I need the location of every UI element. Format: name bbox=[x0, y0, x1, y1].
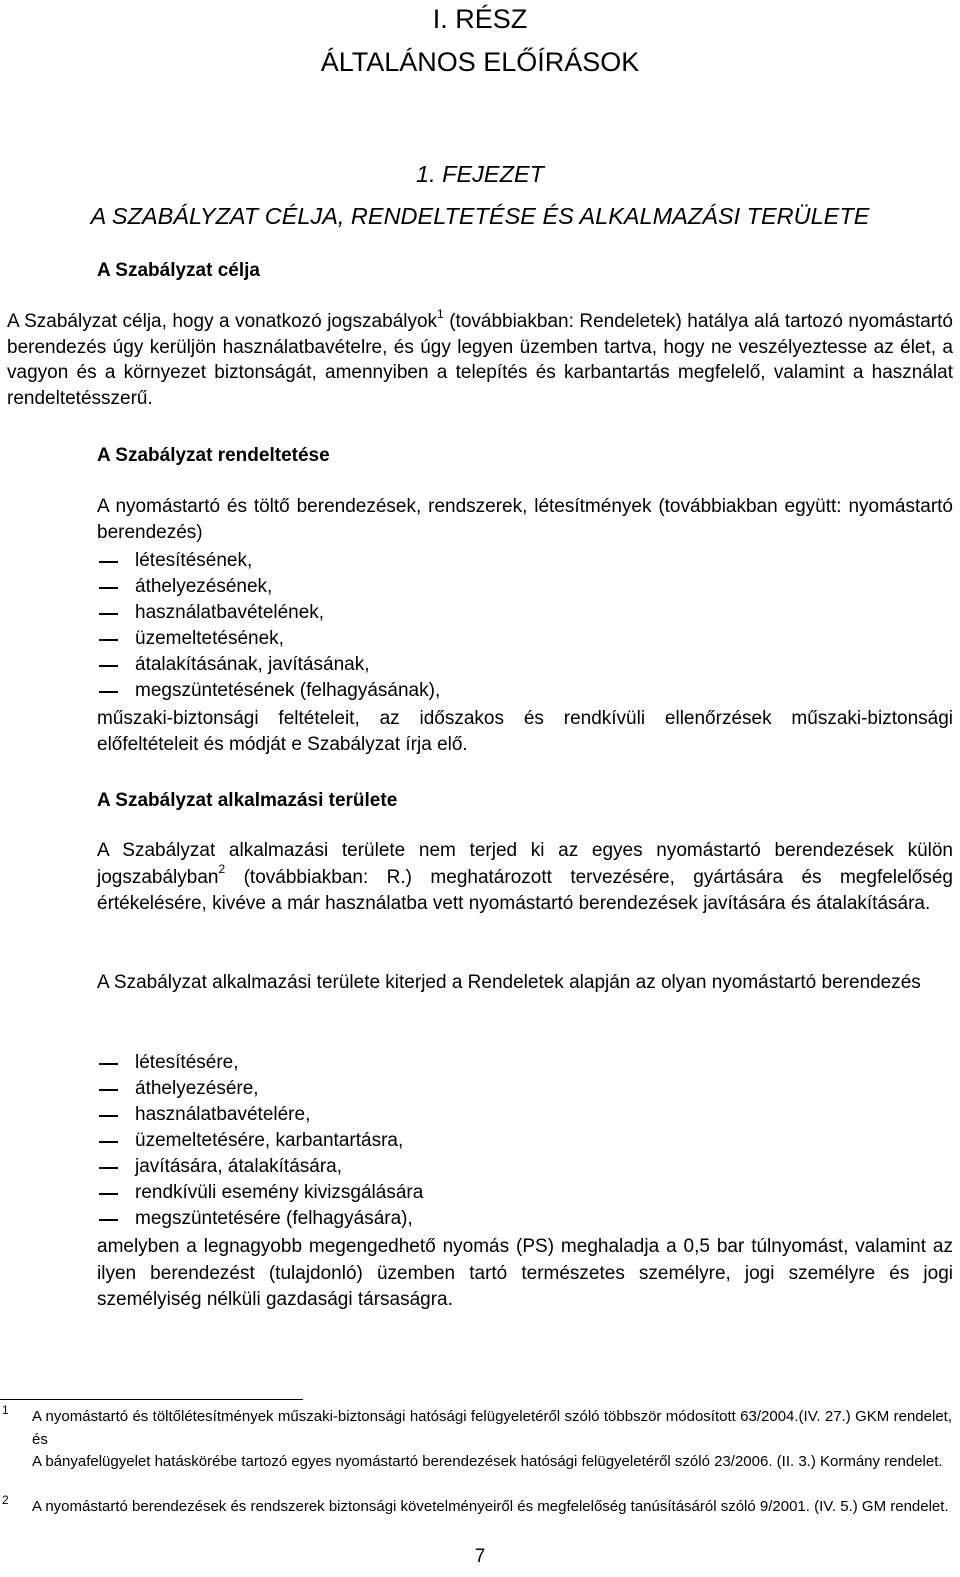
dash-marker bbox=[99, 691, 118, 693]
list-item: megszüntetésére (felhagyására), bbox=[97, 1206, 423, 1232]
footnote-ref-2[interactable]: 2 bbox=[218, 862, 226, 877]
scope-text-start: A Szabályzat alkalmazási területe nem terjed ki az egyes nyomástartó berendezések külön jogszabályban bbox=[97, 840, 953, 888]
part-title: ÁLTALÁNOS ELŐÍRÁSOK bbox=[320, 47, 640, 77]
footnote-separator bbox=[0, 1399, 303, 1400]
dash-marker bbox=[99, 1219, 118, 1221]
dash-marker bbox=[99, 1141, 118, 1143]
list-item: áthelyezésére, bbox=[97, 1076, 423, 1102]
list-item: létesítésének, bbox=[97, 548, 440, 574]
dash-marker bbox=[99, 1115, 118, 1117]
dash-marker bbox=[99, 1193, 118, 1195]
list-item: átalakításának, javításának, bbox=[97, 652, 440, 678]
section-heading-designation: A Szabályzat rendeltetése bbox=[97, 445, 330, 466]
dash-marker bbox=[99, 561, 118, 563]
list-item: megszüntetésének (felhagyásának), bbox=[97, 678, 440, 704]
dash-marker bbox=[99, 665, 118, 667]
dash-marker bbox=[99, 1063, 118, 1065]
list-item: javítására, átalakítására, bbox=[97, 1154, 423, 1180]
list-item: használatbavételének, bbox=[97, 600, 440, 626]
dash-marker bbox=[99, 587, 118, 589]
footnote-number: 2 bbox=[2, 1493, 9, 1507]
dash-marker bbox=[99, 613, 118, 615]
footnote-text: A nyomástartó és töltőlétesítmények műszaki-biztonsági hatósági felügyeletéről szóló többször módosított 63/2004.(IV. 27.) GKM rendelet, és bbox=[32, 1408, 952, 1448]
dash-marker bbox=[99, 639, 118, 641]
scope-list bbox=[97, 1050, 423, 1232]
scope-conclusion: amelyben a legnagyobb megengedhető nyomás (PS) meghaladja a 0,5 bar túlnyomást, valamint az ilyen berendezést (tulajdonló) üzemben tartó természetes személyre, jogi személyre és jogi személyiség nélküli gazdasági társaságra. bbox=[97, 1236, 953, 1310]
designation-conclusion: műszaki-biztonsági feltételeit, az időszakos és rendkívüli ellenőrzések műszaki-biztonsági előfeltételeit és módját e Szabályzat írja elő. bbox=[97, 708, 953, 755]
designation-list bbox=[97, 548, 440, 704]
list-item: üzemeltetésének, bbox=[97, 626, 440, 652]
purpose-paragraph bbox=[7, 306, 953, 411]
purpose-text-start: A Szabályzat célja, hogy a vonatkozó jogszabályok bbox=[7, 311, 438, 332]
scope-paragraph-2: A Szabályzat alkalmazási területe kiterjed a Rendeletek alapján az olyan nyomástartó berendezés bbox=[97, 972, 921, 993]
chapter-number: 1. FEJEZET bbox=[416, 161, 544, 187]
footnote-ref-1[interactable]: 1 bbox=[437, 306, 444, 321]
designation-intro: A nyomástartó és töltő berendezések, rendszerek, létesítmények (továbbiakban együtt: nyomástartó berendezés) bbox=[97, 496, 953, 543]
list-item: létesítésére, bbox=[97, 1050, 423, 1076]
chapter-title: A SZABÁLYZAT CÉLJA, RENDELTETÉSE ÉS ALKALMAZÁSI TERÜLETE bbox=[90, 203, 870, 229]
page-number: 7 bbox=[474, 1546, 486, 1567]
purpose-text-end: (továbbiakban: Rendeletek) hatálya alá tartozó nyomástartó berendezés úgy kerüljön használatbavételre, és úgy legyen üzemben tartva, hogy ne veszélyeztesse az élet, a vagyon és a környezet biztonságát, amennyiben a telepítés és karbantartás megfelelő, valamint a használat rendeltetésszerű. bbox=[7, 311, 953, 409]
scope-paragraph-1 bbox=[97, 838, 953, 918]
footnote-text-continued: A bányafelügyelet hatáskörébe tartozó egyes nyomástartó berendezések hatósági felügyeletéről szóló 23/2006. (II. 3.) Kormány rendelet. bbox=[32, 1453, 943, 1470]
dash-marker bbox=[99, 1089, 118, 1091]
section-heading-scope: A Szabályzat alkalmazási területe bbox=[97, 790, 398, 811]
footnote-text: A nyomástartó berendezések és rendszerek biztonsági követelményeiről és megfelelőség tanúsításáról szóló 9/2001. (IV. 5.) GM rendelet. bbox=[32, 1498, 949, 1515]
list-item: üzemeltetésére, karbantartásra, bbox=[97, 1128, 423, 1154]
list-item: rendkívüli esemény kivizsgálására bbox=[97, 1180, 423, 1206]
list-item: áthelyezésének, bbox=[97, 574, 440, 600]
scope-text-end: (továbbiakban: R.) meghatározott tervezésére, gyártására és megfelelőség értékelésére, kivéve a már használatba vett nyomástartó berendezések javítására és átalakítására. bbox=[97, 866, 953, 914]
section-heading-purpose: A Szabályzat célja bbox=[97, 260, 260, 281]
part-number: I. RÉSZ bbox=[432, 4, 528, 34]
footnote-number: 1 bbox=[2, 1403, 9, 1417]
dash-marker bbox=[99, 1167, 118, 1169]
list-item: használatbavételére, bbox=[97, 1102, 423, 1128]
